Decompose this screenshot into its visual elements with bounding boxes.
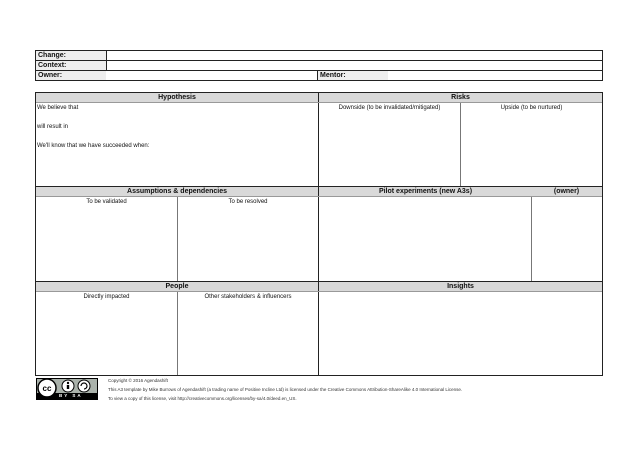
people-stakeholders-area[interactable] <box>178 301 318 375</box>
risks-upside-area[interactable] <box>461 112 602 186</box>
hypothesis-area[interactable] <box>36 103 318 186</box>
pilots-owner-label: (owner) <box>553 188 580 195</box>
assumptions-validated-area[interactable] <box>36 206 177 281</box>
people-stakeholders-label: Other stakeholders & influencers <box>204 294 292 300</box>
insights-area[interactable] <box>319 292 602 375</box>
grid-row-divider-2 <box>36 281 602 282</box>
context-label: Context: <box>38 62 67 69</box>
svg-text:cc: cc <box>42 384 52 393</box>
pilots-owner-area[interactable] <box>532 197 602 281</box>
assumptions-resolved-label: To be resolved <box>228 199 268 205</box>
grid-row-divider-1 <box>36 186 602 187</box>
change-label: Change: <box>38 52 66 59</box>
people-title: People <box>36 282 318 291</box>
owner-mentor-divider <box>317 71 318 80</box>
risks-title: Risks <box>319 93 602 102</box>
risks-downside-area[interactable] <box>319 112 460 186</box>
owner-field[interactable] <box>107 71 317 80</box>
people-impacted-area[interactable] <box>36 301 177 375</box>
footer-license: This A3 template by Mike Burrows of Agendashift (a trading name of Positive Incline Ltd) is licensed under the Creative Commons Attribution-ShareAlike 4.0 International License. <box>108 387 463 392</box>
risks-downside-label: Downside (to be invalidated/mitigated) <box>338 105 441 111</box>
assumptions-resolved-area[interactable] <box>178 206 318 281</box>
assumptions-validated-label: To be validated <box>86 199 127 205</box>
cc-badge-text: BY SA <box>59 393 83 398</box>
change-field[interactable] <box>107 51 602 60</box>
assumptions-title: Assumptions & dependencies <box>36 187 318 196</box>
context-field[interactable] <box>107 61 602 70</box>
pilots-area[interactable] <box>319 197 531 281</box>
owner-label: Owner: <box>38 72 63 79</box>
mentor-label: Mentor: <box>320 72 346 79</box>
footer-view-copy: To view a copy of this license, visit http://creativecommons.org/licenses/by-sa/4.0/deed.en_US. <box>108 396 297 401</box>
risks-upside-label: Upside (to be nurtured) <box>500 105 563 111</box>
hypothesis-line-success: We'll know that we have succeeded when: <box>37 143 150 149</box>
mentor-field[interactable] <box>389 71 602 80</box>
hypothesis-line-result: will result in <box>37 124 69 130</box>
people-impacted-label: Directly impacted <box>83 294 130 300</box>
insights-title: Insights <box>319 282 602 291</box>
hypothesis-line-believe: We believe that <box>37 105 79 111</box>
pilots-title: Pilot experiments (new A3s) <box>378 188 473 195</box>
cc-by-sa-badge[interactable] <box>36 378 98 400</box>
footer-copyright: Copyright © 2016 Agendashift <box>108 378 168 383</box>
hypothesis-title: Hypothesis <box>36 93 318 102</box>
